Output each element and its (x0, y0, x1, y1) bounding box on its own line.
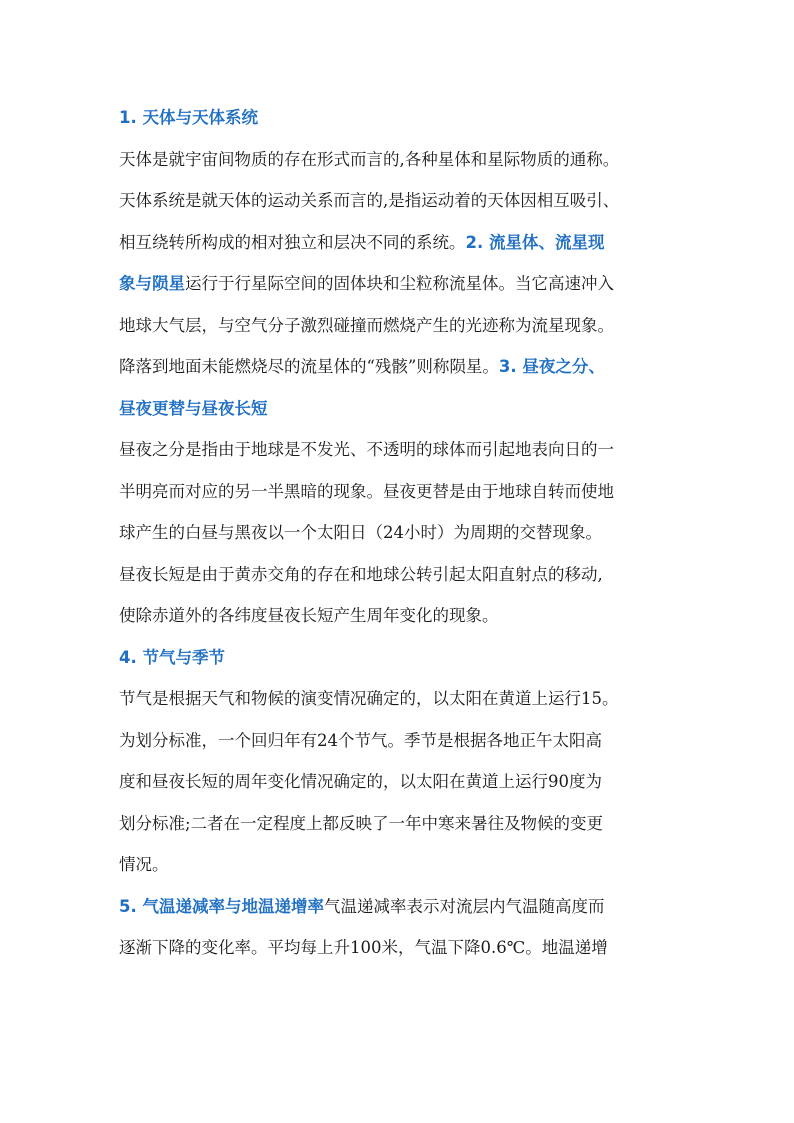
paragraph-line: 度和昼夜长短的周年变化情况确定的，以太阳在黄道上运行90度为 (119, 772, 602, 791)
paragraph-text: 运行于行星际空间的固体块和尘粒称流星体。当它高速冲入 (185, 274, 614, 293)
paragraph-line: 昼夜之分是指由于地球是不发光、不透明的球体而引起地表向日的一 (119, 440, 614, 459)
paragraph-line (119, 222, 689, 264)
paragraph-line: 划分标准;二者在一定程度上都反映了一年中寒来暑往及物候的变更 (119, 813, 604, 833)
paragraph-line: 半明亮而对应的另一半黑暗的现象。昼夜更替是由于地球自转而使地 (119, 481, 614, 501)
paragraph-line: 球产生的白昼与黑夜以一个太阳日（24小时）为周期的交替现象。 (119, 523, 602, 542)
paragraph-line (119, 886, 689, 928)
paragraph-line (119, 263, 689, 305)
section-heading-3: 3. 昼夜之分、 (498, 357, 605, 376)
paragraph-line: 使除赤道外的各纬度昼夜长短产生周年变化的现象。 (119, 606, 499, 625)
section-heading-4: 4. 节气与季节 (119, 647, 225, 667)
paragraph-line: 天体系统是就天体的运动关系而言的,是指运动着的天体因相互吸引、 (119, 191, 620, 210)
section-heading-2: 2. 流星体、流星现 (465, 232, 605, 252)
paragraph-line (119, 346, 689, 388)
section-heading-5: 5. 气温递减率与地温递增率 (119, 896, 324, 916)
paragraph-line: 昼夜长短是由于黄赤交角的存在和地球公转引起太阳直射点的移动, (119, 564, 603, 584)
section-heading-1: 1. 天体与天体系统 (119, 108, 258, 127)
paragraph-line: 逐渐下降的变化率。平均每上升100米，气温下降0.6℃。地温递增 (119, 938, 608, 957)
paragraph-text: 气温递减率表示对流层内气温随高度而 (324, 896, 605, 916)
paragraph-text: 降落到地面未能燃烧尽的流星体的“残骸”则称陨星。 (119, 357, 499, 376)
section-heading-3-cont: 昼夜更替与昼夜长短 (119, 398, 268, 418)
paragraph-line: 节气是根据天气和物候的演变情况确定的，以太阳在黄道上运行15。 (119, 689, 619, 708)
paragraph-line: 天体是就宇宙间物质的存在形式而言的,各种星体和星际物质的通称。 (119, 149, 620, 169)
paragraph-text: 相互绕转所构成的相对独立和层决不同的系统。 (119, 232, 466, 252)
paragraph-line: 情况。 (119, 855, 169, 874)
paragraph-line: 地球大气层，与空气分子激烈碰撞而燃烧产生的光迹称为流星现象。 (119, 315, 614, 335)
section-heading-2-cont: 象与陨星 (119, 274, 185, 293)
document-page (119, 97, 689, 969)
paragraph-line: 为划分标准，一个回归年有24个节气。季节是根据各地正午太阳高 (119, 730, 602, 750)
